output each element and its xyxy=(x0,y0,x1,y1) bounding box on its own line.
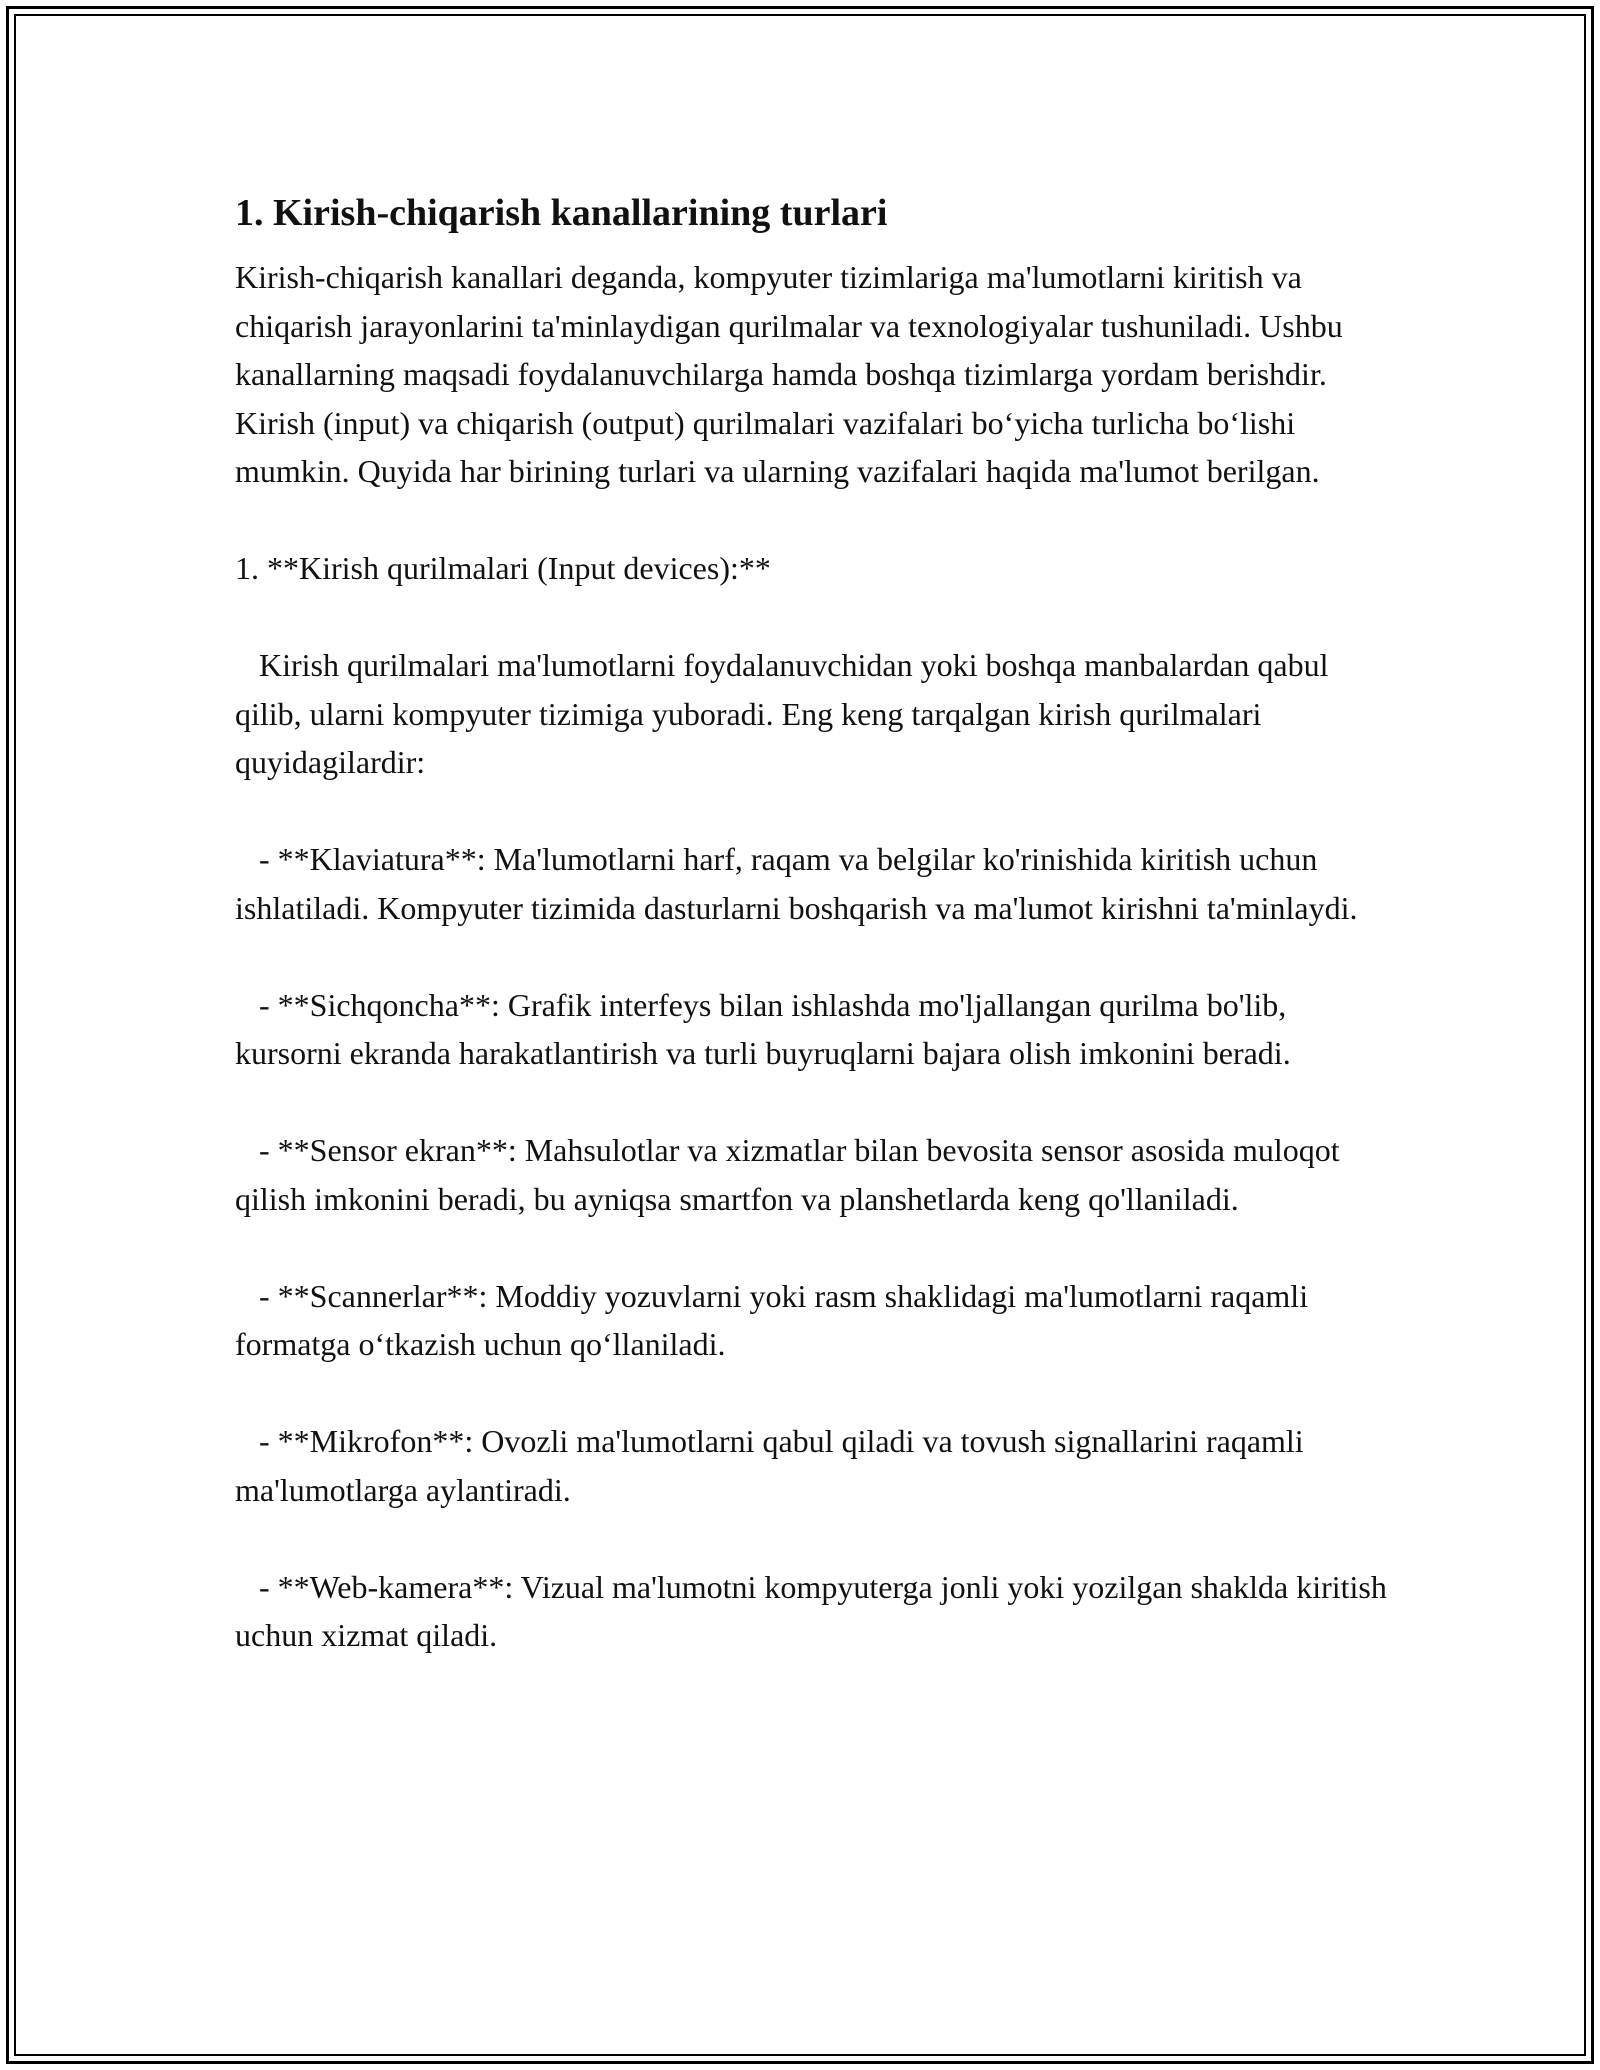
paragraph-gap xyxy=(235,1369,1395,1418)
list-item-keyboard: - **Klaviatura**: Ma'lumotlarni harf, raqam va belgilar ko'rinishida kiritish uchun ishlatiladi. Kompyuter tizimida dasturlarni boshqarish va ma'lumot kirishni ta'minlaydi. xyxy=(235,841,1358,926)
paragraph-gap xyxy=(235,593,1395,642)
input-devices-heading: 1. **Kirish qurilmalari (Input devices):** xyxy=(235,550,771,586)
list-item-microphone: - **Mikrofon**: Ovozli ma'lumotlarni qabul qiladi va tovush signallarini raqamli ma'lumotlarga aylantiradi. xyxy=(235,1423,1312,1508)
input-devices-intro: Kirish qurilmalari ma'lumotlarni foydalanuvchidan yoki boshqa manbalardan qabul qilib, ularni kompyuter tizimiga yuboradi. Eng keng tarqalgan kirish qurilmalari quyidagilardir: xyxy=(235,647,1337,780)
paragraph-gap xyxy=(235,1514,1395,1563)
list-item-mouse: - **Sichqoncha**: Grafik interfeys bilan ishlashda mo'ljallangan qurilma bo'lib, kursorni ekranda harakatlantirish va turli buyruqlarni bajara olish imkonini beradi. xyxy=(235,986,1295,1071)
section-heading: 1. Kirish-chiqarish kanallarining turlari xyxy=(235,192,888,234)
paragraph-gap xyxy=(235,1223,1395,1272)
paragraph-gap xyxy=(235,1078,1395,1127)
paragraph-gap xyxy=(235,496,1395,545)
list-item-scanners: - **Scannerlar**: Moddiy yozuvlarni yoki rasm shaklidagi ma'lumotlarni raqamli formatga o‘tkazish uchun qo‘llaniladi. xyxy=(235,1277,1317,1362)
paragraph-gap xyxy=(235,932,1395,981)
list-item-webcam: - **Web-kamera**: Vizual ma'lumotni kompyuterga jonli yoki yozilgan shaklda kiritish uchun xizmat qiladi. xyxy=(235,1568,1395,1653)
document-body xyxy=(235,185,1395,1660)
paragraph-gap xyxy=(235,787,1395,836)
list-item-touchscreen: - **Sensor ekran**: Mahsulotlar va xizmatlar bilan bevosita sensor asosida muloqot qilish imkonini beradi, bu ayniqsa smartfon va planshetlarda keng qo'llaniladi. xyxy=(235,1132,1348,1217)
intro-paragraph: Kirish-chiqarish kanallari deganda, kompyuter tizimlariga ma'lumotlarni kiritish va chiqarish jarayonlarini ta'minlaydigan qurilmalar va texnologiyalar tushuniladi. Ushbu kanallarning maqsadi foydalanuvchilarga hamda boshqa tizimlarga yordam berishdir. Kirish (input) va chiqarish (output) qurilmalari vazifalari bo‘yicha turlicha bo‘lishi mumkin. Quyida har birining turlari va ularning vazifalari haqida ma'lumot berilgan. xyxy=(235,259,1351,489)
